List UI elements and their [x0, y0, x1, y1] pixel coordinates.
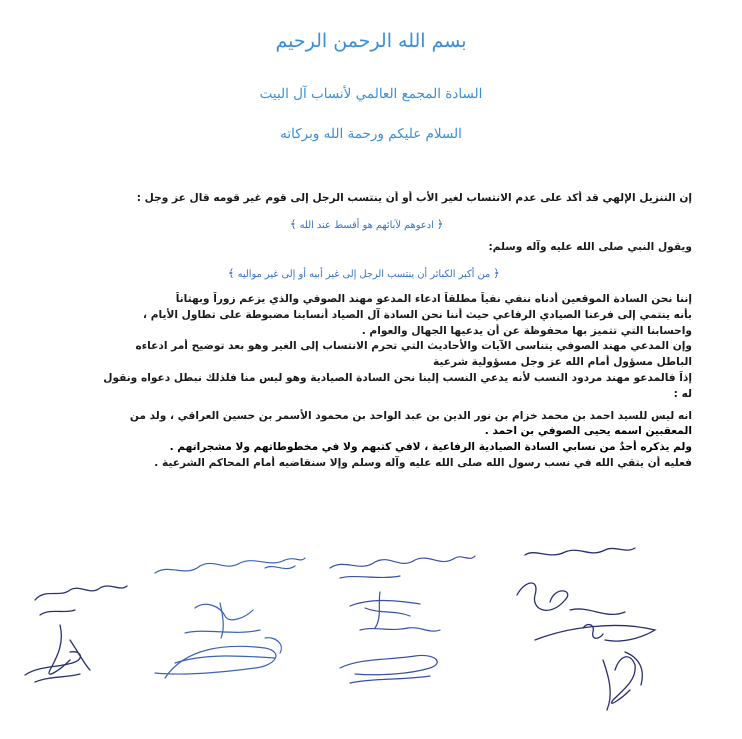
handwritten-signature-image	[15, 570, 135, 690]
handwritten-signature-image	[320, 548, 480, 698]
greeting-line: السلام عليكم ورحمة الله وبركاته	[280, 126, 462, 142]
body-line: إذاً فالمدعو مهند مردود النسب لأنه يدعي النسب إلينا نحن السادة الصيادية وهو ليس منا فلذلك نبطل دعواه ونقول	[103, 371, 692, 384]
body-line: المعقبين اسمه يحيى الصوفي بن احمد .	[484, 425, 692, 438]
intro-line: إن التنزيل الإلهي قد أكد على عدم الانتساب لغير الأب أو أن ينتسب الرجل إلى قوم غير قومه قال عز وجل :	[136, 192, 692, 204]
quote-open-bracket: ﴿	[436, 218, 444, 231]
hadith-intro	[92, 240, 692, 256]
quote-close-bracket: ﴾	[228, 267, 235, 280]
body-line: فعليه أن يتقي الله في نسب رسول الله صلى الله عليه وآله وسلم وإلا سنقاضيه أمام المحاكم الشرعية .	[154, 456, 692, 469]
quote-close-bracket: ﴾	[290, 218, 297, 231]
quote-open-bracket: ﴿	[493, 267, 500, 280]
basmala-heading: بسم الله الرحمن الرحيم	[275, 30, 467, 52]
intro-paragraph	[92, 191, 692, 207]
signature-hussein	[125, 548, 325, 698]
hadith-intro-line: ويقول النبي صلى الله عليه وآله وسلم:	[488, 241, 692, 253]
body-line: إننا نحن السادة الموقعين أدناه ننفي نفياً مطلقاً ادعاء المدعو مهند الصوفي والذي يزعم زوراً وبهتاناً	[175, 293, 692, 305]
signature-riyad	[495, 540, 675, 720]
body-line: الباطل مسؤول أمام الله عز وجل مسؤولية شرعية	[433, 356, 692, 369]
body-line: وإن المدعي مهند الصوفي يتناسى الآيات والأحاديث التي تحرم الانتساب إلى الغير وهو بعد توضيح أمر ادعاءه	[135, 340, 692, 353]
body-line: بأنه ينتمي إلى فرعنا الصيادي الرفاعي حيث أننا نحن السادة آل الصياد أنسابنا مضبوطة على تطاول الأيام ،	[143, 308, 692, 321]
hadith-quote-text: من أكبر الكبائر أن ينتسب الرجل إلى غير أبيه أو إلى غير مواليه	[237, 269, 491, 280]
handwritten-signature-image	[125, 548, 325, 698]
signature-mohammed	[320, 548, 480, 698]
quran-quote	[290, 218, 443, 231]
quran-quote-text: ادعوهم لآبائهم هو أقسط عند الله	[299, 220, 434, 231]
body-line: ولم يذكره أحدٌ من نسابي السادة الصيادية الرفاعية ، لافي كتبهم ولا في مخطوطاتهم ولا مشجراتهم .	[169, 441, 692, 454]
handwritten-signature-image	[495, 540, 675, 720]
body-line: انه ليس للسيد احمد بن محمد خزام بن نور الدين بن عبد الواحد بن محمود الأسمر بن حسين العراقي ، ولد من	[129, 409, 692, 422]
body-line: واحسابنا التي تتميز بها محفوظة عن أن يدعيها الجهال والعوام .	[361, 324, 692, 337]
hadith-quote	[228, 267, 500, 280]
declaration-body	[92, 292, 692, 472]
body-line: له :	[673, 387, 692, 400]
signature-fouad	[15, 570, 135, 690]
addressee-line: السادة المجمع العالمي لأنساب آل البيت	[259, 86, 483, 102]
